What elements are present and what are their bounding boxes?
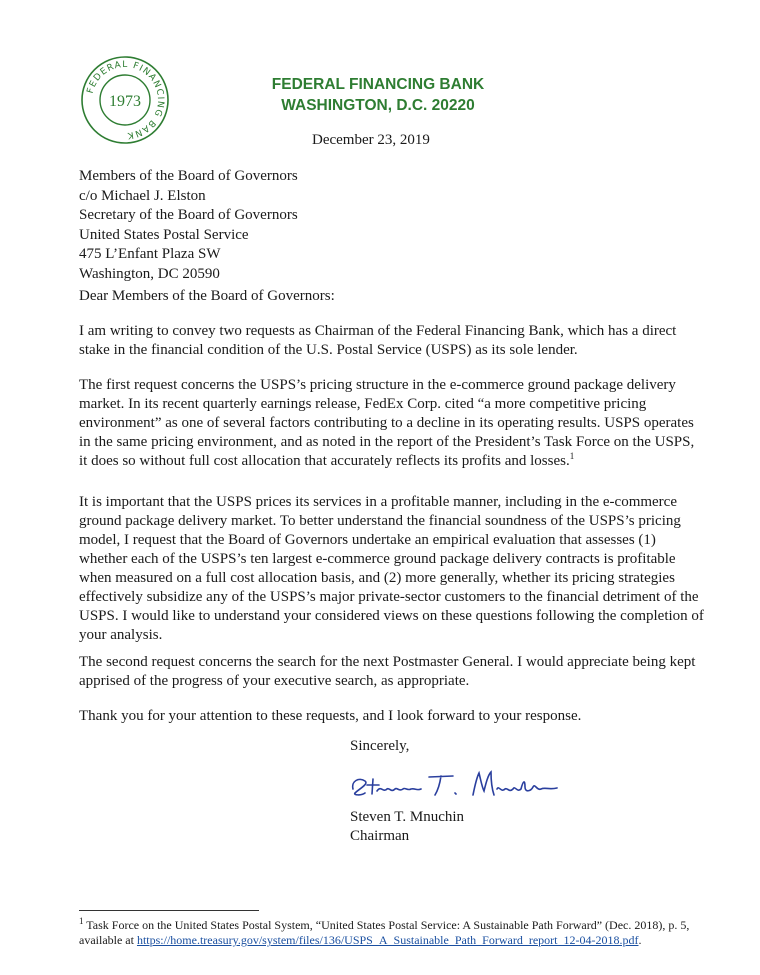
address-line: United States Postal Service [79,226,249,243]
svg-text:1973: 1973 [109,93,141,110]
signer-block [350,808,464,846]
paragraph-first-request-text: The first request concerns the USPS’s pricing structure in the e-commerce ground package delivery market. In its recent quarterly earnings release, FedEx Corp. cited “a more competitive pricing environment” as one of several factors contributing to a decline in its operating results. USPS operates in the same pricing environment, and as noted in the report of the President’s Task Force on the USPS, it does so without full cost allocation that accurately reflects its profits and losses. [79,377,695,469]
signer-name: Steven T. Mnuchin [350,809,465,825]
footnote-number: 1 [79,916,84,926]
svg-text:FEDERAL FINANCING BANK: FEDERAL FINANCING BANK [85,59,166,141]
letterhead-title: FEDERAL FINANCING BANK [271,76,485,93]
address-line: Members of the Board of Governors [79,168,298,184]
paragraph-first-request [79,376,704,471]
paragraph-intro: I am writing to convey two requests as Chairman of the Federal Financing Bank, which has a direct stake in the financial condition of the U.S. Postal Service (USPS) as its sole lender. [79,323,677,358]
footnote-text: Task Force on the United States Postal System, “United States Postal Service: A Sustainable Path Forward” (Dec. 2018), p. 5, available at [79,918,690,947]
address-line: Washington, DC 20590 [79,265,220,282]
letter-date: December 23, 2019 [312,132,430,148]
salutation: Dear Members of the Board of Governors: [79,288,335,304]
letterhead [268,74,488,116]
footnote-divider [79,910,259,911]
closing: Sincerely, [350,738,410,754]
signer-title: Chairman [350,828,410,844]
handwritten-signature [345,763,570,803]
address-line: Secretary of the Board of Governors [79,207,298,223]
recipient-address [79,167,298,284]
footnote-reference[interactable]: 1 [569,451,575,461]
address-line: c/o Michael J. Elston [79,187,206,204]
paragraph-evaluation: It is important that the USPS prices its services in a profitable manner, including in the e-commerce ground package delivery market. To better understand the financial soundness of the USPS’s pricing model, I request that the Board of Governors undertake an empirical evaluation that assesses (1) whether each of the USPS’s ten largest e-commerce ground package delivery contracts is profitable when measured on a full cost allocation basis, and (2) more generally, whether its pricing strategies effectively subsidize any of the USPS’s major private-sector customers to the financial detriment of the USPS. I would like to understand your considered views on these questions following the completion of your analysis. [79,494,704,643]
footnote-link[interactable]: https://home.treasury.gov/system/files/136/USPS_A_Sustainable_Path_Forward_report_12-04-2018.pdf [136,933,639,947]
footnote-end: . [638,933,642,947]
footnote [79,918,699,948]
federal-financing-bank-seal [80,55,170,145]
paragraph-thanks: Thank you for your attention to these requests, and I look forward to your response. [79,708,582,724]
letterhead-address: WASHINGTON, D.C. 20220 [281,97,475,114]
address-line: 475 L’Enfant Plaza SW [79,246,221,262]
paragraph-second-request: The second request concerns the search for the next Postmaster General. I would appreciate being kept apprised of the progress of your executive search, as appropriate. [79,654,696,689]
